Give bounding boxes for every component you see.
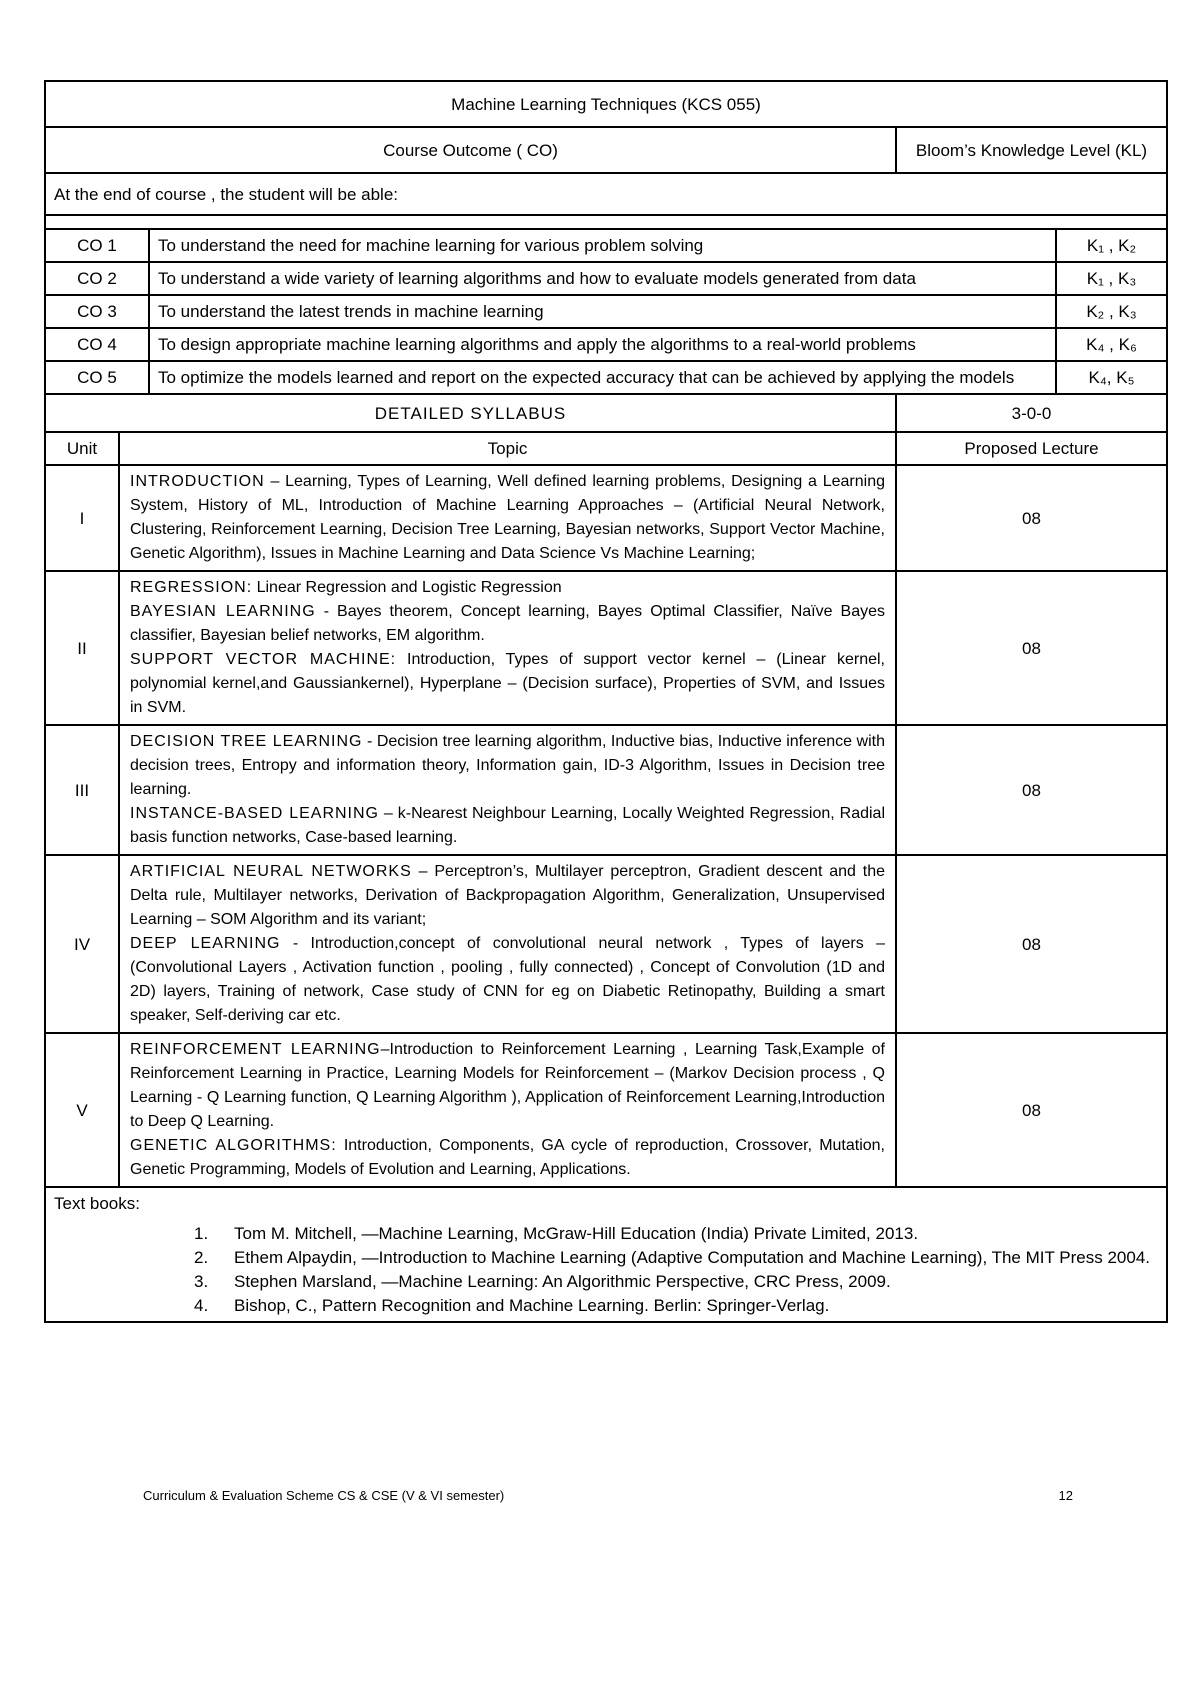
co-text: To understand the need for machine learning for various problem solving (149, 229, 1056, 262)
topic-heading: DECISION TREE LEARNING (130, 733, 363, 750)
textbook-item (194, 1246, 1158, 1270)
unit-lectures: 08 (896, 571, 1167, 725)
page-footer (143, 1488, 1073, 1503)
textbook-number: 2. (194, 1248, 209, 1267)
textbook-number: 4. (194, 1296, 209, 1315)
unit-number: II (45, 571, 119, 725)
unit-row (45, 725, 1167, 855)
topic-body: –Introduction to Reinforcement Learning , Learning Task,Example of Reinforcement Learning in Practice, Learning Models for Reinforcement – (Markov Decision process , Q Learning - Q Learning function, Q Learning Algorithm ), Application of Reinforcement Learning,Introduction to Deep Q Learning. (130, 1041, 886, 1130)
unit-lectures: 08 (896, 1033, 1167, 1187)
co-id: CO 1 (45, 229, 149, 262)
topic-paragraph (130, 470, 885, 566)
textbook-text: Ethem Alpaydin, ―Introduction to Machine Learning (Adaptive Computation and Machine Learning), The MIT Press 2004. (234, 1248, 1151, 1267)
unit-number: V (45, 1033, 119, 1187)
textbook-list (54, 1222, 1158, 1318)
topic-paragraph (130, 600, 885, 648)
co-knowledge-level: K₁ , K₃ (1056, 262, 1167, 295)
textbooks-section (45, 1187, 1167, 1322)
syllabus-table (44, 80, 1168, 1323)
course-outcome-row (45, 295, 1167, 328)
topic-paragraph (130, 802, 885, 850)
topic-heading: BAYESIAN LEARNING (130, 603, 316, 620)
topic-heading: ARTIFICIAL NEURAL NETWORKS (130, 863, 412, 880)
textbook-text: Bishop, C., Pattern Recognition and Machine Learning. Berlin: Springer-Verlag. (234, 1296, 830, 1315)
co-id: CO 3 (45, 295, 149, 328)
course-outcome-row (45, 262, 1167, 295)
topic-paragraph (130, 1134, 885, 1182)
unit-row (45, 1033, 1167, 1187)
co-knowledge-level: K₄ , K₆ (1056, 328, 1167, 361)
topic-body: - Introduction,concept of convolutional neural network , Types of layers – (Convolutional Layers , Activation function , pooling , fully connected) , Concept of Convolution (1D and 2D) layers, Training of network, Case study of CNN for eg on Diabetic Retinopathy, Building a smart speaker, Self-deriving car etc. (130, 935, 885, 1024)
topic-body: Linear Regression and Logistic Regression (252, 579, 562, 596)
course-title: Machine Learning Techniques (KCS 055) (45, 81, 1167, 127)
topic-body: - Bayes theorem, Concept learning, Bayes Optimal Classifier, Naïve Bayes classifier, Bayesian belief networks, EM algorithm. (130, 603, 885, 644)
unit-topic (119, 725, 896, 855)
topic-body: – k-Nearest Neighbour Learning, Locally Weighted Regression, Radial basis function networks, Case-based learning. (130, 805, 885, 846)
textbook-number: 3. (194, 1272, 209, 1291)
page-number: 12 (1058, 1488, 1073, 1503)
detailed-syllabus-label: DETAILED SYLLABUS (45, 394, 896, 432)
unit-lectures: 08 (896, 465, 1167, 571)
textbook-text: Stephen Marsland, ―Machine Learning: An Algorithmic Perspective, CRC Press, 2009. (234, 1272, 891, 1291)
textbook-item (194, 1294, 1158, 1318)
topic-heading: SUPPORT VECTOR MACHINE: (130, 651, 397, 668)
co-id: CO 5 (45, 361, 149, 394)
unit-row (45, 855, 1167, 1033)
co-knowledge-level: K₁ , K₂ (1056, 229, 1167, 262)
topic-paragraph (130, 860, 885, 932)
unit-topic (119, 465, 896, 571)
co-text: To understand the latest trends in machine learning (149, 295, 1056, 328)
footer-text: Curriculum & Evaluation Scheme CS & CSE (V & VI semester) (143, 1488, 505, 1503)
unit-lectures: 08 (896, 725, 1167, 855)
topic-paragraph (130, 730, 885, 802)
co-text: To design appropriate machine learning algorithms and apply the algorithms to a real-world problems (149, 328, 1056, 361)
topic-header: Topic (119, 432, 896, 465)
topic-heading: GENETIC ALGORITHMS: (130, 1137, 337, 1154)
topic-body: – Perceptron’s, Multilayer perceptron, Gradient descent and the Delta rule, Multilayer networks, Derivation of Backpropagation Algorithm, Generalization, Unsupervised Learning – SOM Algorithm and its variant; (130, 863, 885, 928)
unit-lectures: 08 (896, 855, 1167, 1033)
textbook-text: Tom M. Mitchell, ―Machine Learning, McGraw-Hill Education (India) Private Limited, 2013. (234, 1224, 919, 1243)
topic-paragraph (130, 576, 885, 600)
unit-row (45, 571, 1167, 725)
syllabus-units (45, 465, 1167, 1187)
topic-heading: INTRODUCTION (130, 473, 265, 490)
syllabus-page (44, 80, 1166, 1323)
course-outcome-row (45, 229, 1167, 262)
textbook-item (194, 1270, 1158, 1294)
topic-paragraph (130, 1038, 885, 1134)
course-outcome-header: Course Outcome ( CO) (45, 127, 896, 173)
topic-heading: REINFORCEMENT LEARNING (130, 1041, 381, 1058)
unit-header: Unit (45, 432, 119, 465)
course-outcome-row (45, 361, 1167, 394)
unit-topic (119, 855, 896, 1033)
ltp-value: 3-0-0 (896, 394, 1167, 432)
course-outcome-row (45, 328, 1167, 361)
topic-heading: REGRESSION: (130, 579, 253, 596)
co-text: To optimize the models learned and report on the expected accuracy that can be achieved by applying the models (149, 361, 1056, 394)
lecture-header: Proposed Lecture (896, 432, 1167, 465)
course-outcomes (45, 229, 1167, 394)
blooms-level-header: Bloom’s Knowledge Level (KL) (896, 127, 1167, 173)
topic-paragraph (130, 648, 885, 720)
co-id: CO 2 (45, 262, 149, 295)
co-knowledge-level: K₄, K₅ (1056, 361, 1167, 394)
unit-number: I (45, 465, 119, 571)
topic-body: - Decision tree learning algorithm, Inductive bias, Inductive inference with decision trees, Entropy and information theory, Information gain, ID-3 Algorithm, Issues in Decision tree learning. (130, 733, 885, 798)
topic-heading: DEEP LEARNING (130, 935, 281, 952)
topic-body: Introduction, Components, GA cycle of reproduction, Crossover, Mutation, Genetic Programming, Models of Evolution and Learning, Applications. (130, 1137, 886, 1178)
co-id: CO 4 (45, 328, 149, 361)
co-text: To understand a wide variety of learning algorithms and how to evaluate models generated from data (149, 262, 1056, 295)
topic-body: – Learning, Types of Learning, Well defined learning problems, Designing a Learning System, History of ML, Introduction of Machine Learning Approaches – (Artificial Neural Network, Clustering, Reinforcement Learning, Decision Tree Learning, Bayesian networks, Support Vector Machine, Genetic Algorithm), Issues in Machine Learning and Data Science Vs Machine Learning; (130, 473, 885, 562)
textbook-number: 1. (194, 1224, 209, 1243)
textbook-item (194, 1222, 1158, 1246)
co-knowledge-level: K₂ , K₃ (1056, 295, 1167, 328)
unit-topic (119, 1033, 896, 1187)
unit-row (45, 465, 1167, 571)
unit-number: III (45, 725, 119, 855)
unit-topic (119, 571, 896, 725)
topic-body: Introduction, Types of support vector kernel – (Linear kernel, polynomial kernel,and Gaussiankernel), Hyperplane – (Decision surface), Properties of SVM, and Issues in SVM. (130, 651, 886, 716)
topic-paragraph (130, 932, 885, 1028)
unit-number: IV (45, 855, 119, 1033)
topic-heading: INSTANCE-BASED LEARNING (130, 805, 379, 822)
outcome-intro: At the end of course , the student will be able: (45, 173, 1167, 215)
textbooks-label: Text books: (54, 1194, 140, 1213)
